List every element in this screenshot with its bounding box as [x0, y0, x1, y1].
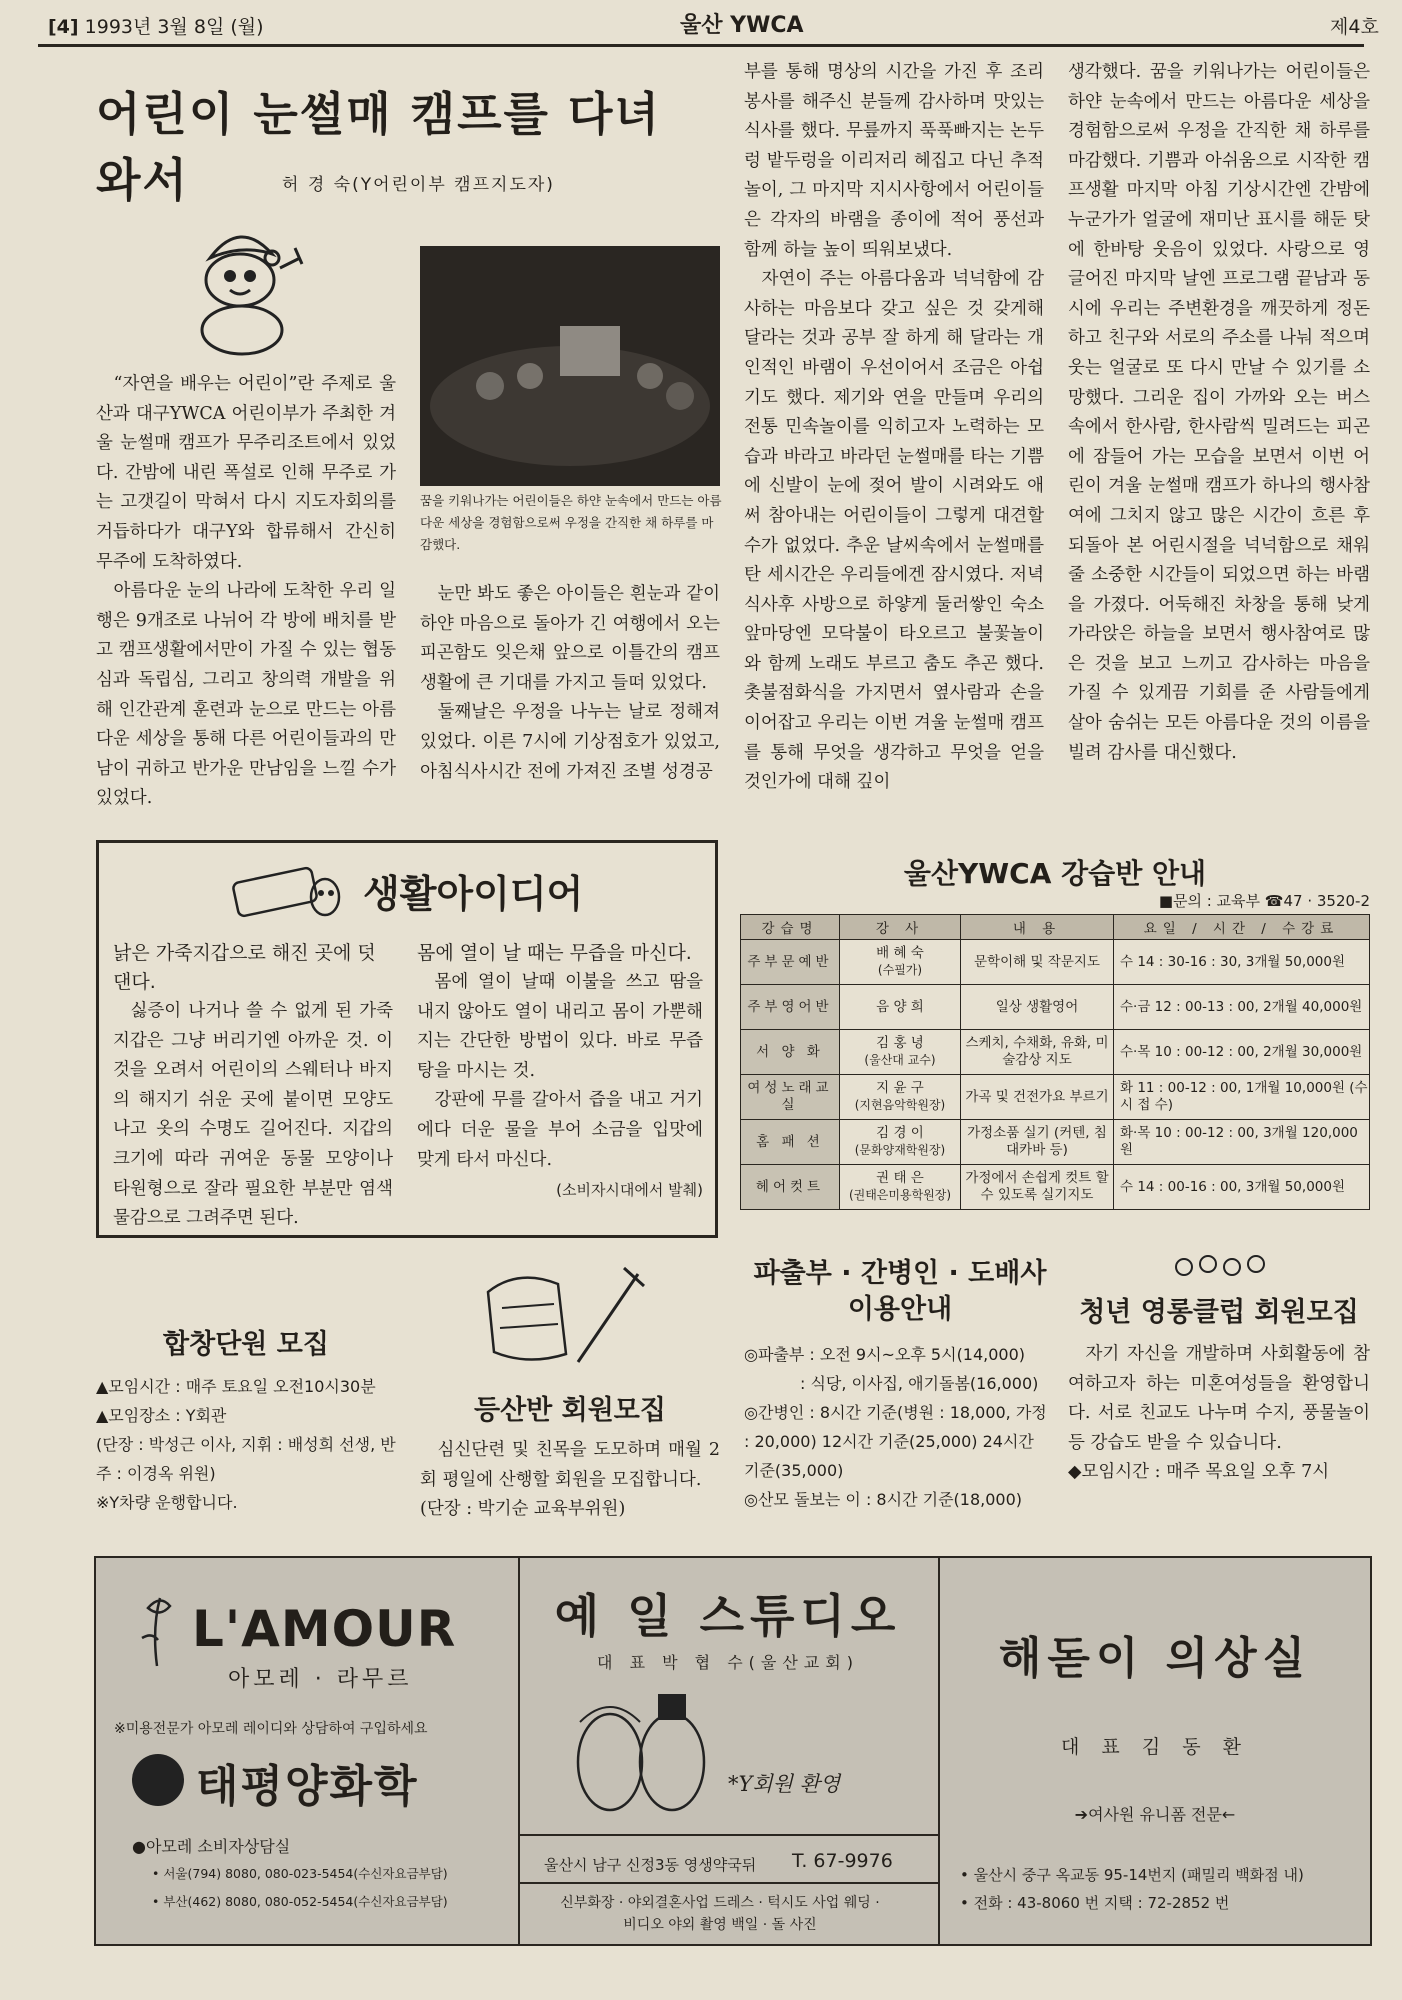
- col-header-teacher: 강 사: [840, 915, 961, 940]
- table-row: [741, 1165, 1370, 1210]
- hiking-leader: (단장 : 박기순 교육부위원): [420, 1499, 626, 1520]
- helpers-info: [744, 1340, 1050, 1514]
- course-teacher: 김 경 이 (문화양재학원장): [840, 1120, 961, 1165]
- haedoni-specialty: ➔여사원 유니폼 전문←: [1074, 1805, 1236, 1824]
- haedoni-name: 해돋이 의상실: [998, 1633, 1312, 1684]
- life-idea-left: [113, 939, 393, 1234]
- lamour-center: ●아모레 소비자상담실: [132, 1837, 291, 1856]
- life-idea-box: [96, 840, 718, 1238]
- article-column-2: [420, 580, 720, 787]
- studio-services: 신부화장 · 야외결혼사업 드레스 · 턱시도 사업 웨딩 · 비디오 야외 촬영 백일 · 돌 사진: [560, 1895, 880, 1933]
- lamour-company: 태평양화학: [196, 1761, 419, 1812]
- course-schedule: 수 14 : 00-16 : 00, 3개월 50,000원: [1114, 1165, 1370, 1210]
- hiking-body: 심신단련 및 친목을 도모하며 매월 2회 평일에 산행할 회원을 모집합니다.: [420, 1440, 720, 1490]
- table-row: [741, 985, 1370, 1030]
- course-name: 서 양 화: [741, 1030, 840, 1075]
- article-paragraph: 자연이 주는 아름다움과 넉넉함에 감사하는 마음보다 갖고 싶은 것 갖게해 달라는 것과 공부 잘 하게 해 달라는 개인적인 바램이 우선이어서 조금은 아쉽기도 했다. 제기와 연을 만들며 우리의 전통 민속놀이를 익히고자 노력하는 모습과 바라고 바라던 눈썰매를 타는 기쁨에 신발이 눈에 젖어 발이 시려와도 애써 참아내는 어린이들이 그렇게 대견할 수가 없었다. 추운 날씨속에서 눈썰매를 탄 세시간은 우리들에겐 잠시였다. 저녁식사후 사방으로 하얗게 둘러쌓인 숙소 앞마당엔 모닥불이 타오르고 불꽃놀이와 함께 노래도 부르고 춤도 추곤 했다. 촛불점화식을 가지면서 옆사람과 손을 이어잡고 우리는 이번 겨울 눈썰매 캠프를 통해 무엇을 생각하고 무엇을 얻을 것인가에 대해 깊이: [744, 269, 1044, 793]
- article-paragraph: 눈만 봐도 좋은 아이들은 흰눈과 같이 하얀 마음으로 돌아가 긴 여행에서 오는 피곤함도 잊은채 앞으로 이틀간의 캠프생활에 큰 기대를 가지고 들떠 있었다.: [420, 584, 720, 693]
- studio-welcome: *Y회원 환영: [728, 1772, 841, 1796]
- course-teacher: 음 양 희: [840, 985, 961, 1030]
- wallet-illustration: [229, 857, 349, 921]
- article-column-3: [744, 58, 1044, 798]
- flower-illustration: [1170, 1252, 1270, 1282]
- snowman-illustration: [180, 218, 310, 358]
- helper-item: ◎간병인 : 8시간 기준(병원 : 18,000, 가정 : 20,000) 12시간 기준(25,000) 24시간 기준(35,000): [744, 1403, 1047, 1480]
- table-row: [741, 1075, 1370, 1120]
- life-idea-right: [417, 939, 703, 1200]
- header-rule: [38, 44, 1364, 47]
- life-idea-title: 생활아이디어: [363, 872, 584, 916]
- lamour-brand: L'AMOUR: [192, 1600, 457, 1658]
- course-content: 가정소품 실기 (커텐, 침대카바 등): [961, 1120, 1114, 1165]
- choir-staff: (단장 : 박성근 이사, 지휘 : 배성희 선생, 반주 : 이경옥 위원): [96, 1435, 396, 1483]
- advertisement-band: [94, 1556, 1372, 1946]
- article-title: 어린이 눈썰매 캠프를 다녀와서: [96, 87, 661, 207]
- camp-photo: [420, 246, 720, 486]
- youth-club-info: [1068, 1340, 1370, 1488]
- col-header-name: 강습명: [741, 915, 840, 940]
- hiking-title: 등산반 회원모집: [474, 1395, 666, 1426]
- choir-place: ▲모임장소 : Y회관: [96, 1406, 227, 1425]
- ad-haedoni: [940, 1558, 1370, 1944]
- lamour-note: ※미용전문가 아모레 레이디와 상담하여 구입하세요: [114, 1721, 428, 1737]
- helper-item: : 식당, 이사집, 애기돌봄(16,000): [800, 1374, 1039, 1393]
- tip-body: 싫증이 나거나 쓸 수 없게 된 가죽지갑은 그냥 버리기엔 아까운 것. 이것을 오려서 어린이의 스웨터나 바지의 해지기 쉬운 곳에 붙이면 모양도 나고 옷의 수명도 길어진다. 지갑의 크기에 따라 귀여운 동물 모양이나 타원형으로 잘라 필요한 부분만 염색 물감으로 그려주면 된다.: [113, 1001, 393, 1229]
- penguin-couple-illustration: [560, 1682, 720, 1822]
- choir-time: ▲모임시간 : 매주 토요일 오전10시30분: [96, 1377, 376, 1396]
- youth-club-meeting: ◆모임시간 : 매주 목요일 오후 7시: [1068, 1462, 1330, 1483]
- article-paragraph: 둘째날은 우정을 나누는 날로 정해져 있었다. 이른 7시에 기상점호가 있었고, 아침식사시간 전에 가져진 조별 성경공: [420, 702, 720, 782]
- helpers-title: 파출부 · 간병인 · 도배사 이용안내: [753, 1258, 1047, 1325]
- choir-info: [96, 1372, 406, 1517]
- course-name: 주부영어반: [741, 985, 840, 1030]
- course-teacher: 권 태 은 (권태은미용학원장): [840, 1165, 961, 1210]
- col-header-content: 내 용: [961, 915, 1114, 940]
- lamour-busan: • 부산(462) 8080, 080-052-5454(수신자요금부담): [152, 1894, 448, 1909]
- studio-owner: 대 표 박 협 수(울산교회): [597, 1653, 859, 1672]
- studio-name: 예 일 스튜디오: [554, 1589, 902, 1643]
- masthead: 울산 YWCA: [680, 13, 804, 38]
- youth-club-body: 자기 자신을 개발하며 사회활동에 참여하고자 하는 미혼여성들을 환영합니다. 서로 친교도 나누며 수지, 풍물놀이 등 강습도 받을 수 있습니다.: [1068, 1344, 1370, 1453]
- table-row: [741, 1120, 1370, 1165]
- page-header: [0, 0, 1402, 44]
- course-teacher: 배 혜 숙 (수필가): [840, 940, 961, 985]
- course-table: [740, 914, 1370, 1210]
- tip-body: 강판에 무를 갈아서 즙을 내고 거기에다 더운 물을 부어 소금을 입맛에 맞게 타서 마신다.: [417, 1090, 703, 1170]
- article-column-1: [96, 370, 396, 814]
- rose-icon: [132, 1588, 182, 1668]
- tip-heading: 낡은 가죽지갑으로 해진 곳에 덧댄다.: [113, 942, 376, 993]
- course-name: 여성노래교실: [741, 1075, 840, 1120]
- hiking-illustration: [478, 1262, 648, 1372]
- ad-lamour: [96, 1558, 520, 1944]
- col-header-schedule: 요일 / 시간 / 수강료: [1114, 915, 1370, 940]
- studio-divider: [520, 1834, 940, 1836]
- course-schedule: 수·목 10 : 00-12 : 00, 2개월 30,000원: [1114, 1030, 1370, 1075]
- course-guide-title: 울산YWCA 강습반 안내: [903, 857, 1207, 890]
- hiking-info: [420, 1436, 720, 1525]
- issue-number: 제4호: [1330, 16, 1379, 38]
- choir-bus: ※Y차량 운행합니다.: [96, 1493, 238, 1512]
- course-teacher: 김 홍 녕 (울산대 교수): [840, 1030, 961, 1075]
- course-content: 스케치, 수채화, 유화, 미술감상 지도: [961, 1030, 1114, 1075]
- studio-phone: T. 67-9976: [792, 1850, 893, 1872]
- ad-yeil-studio: [520, 1558, 940, 1944]
- helper-item: ◎산모 돌보는 이 : 8시간 기준(18,000): [744, 1490, 1022, 1509]
- course-name: 헤어컷트: [741, 1165, 840, 1210]
- course-name: 홈 패 션: [741, 1120, 840, 1165]
- lamour-seoul: • 서울(794) 8080, 080-023-5454(수신자요금부담): [152, 1866, 448, 1881]
- studio-address: 울산시 남구 신정3동 영생약국뒤: [544, 1856, 757, 1874]
- article-paragraph: “자연을 배우는 어린이”란 주제로 울산과 대구YWCA 어린이부가 주최한 겨울 눈썰매 캠프가 무주리조트에서 있었다. 간밤에 내린 폭설로 인해 무주로 가는 고갯길이 막혀서 다시 지도자회의를 거듭하다가 대구Y와 합류해서 간신히 무주에 도착하였다.: [96, 374, 396, 572]
- course-schedule: 수·금 12 : 00-13 : 00, 2개월 40,000원: [1114, 985, 1370, 1030]
- tip-body: 몸에 열이 날때 이불을 쓰고 땀을 내지 않아도 열이 내리고 몸이 가뿐해지는 간단한 방법이 있다. 바로 무즙탕을 마시는 것.: [417, 972, 703, 1081]
- course-content: 일상 생활영어: [961, 985, 1114, 1030]
- article-paragraph: 생각했다. 꿈을 키워나가는 어린이들은 하얀 눈속에서 만드는 아름다운 세상을 경험함으로써 우정을 간직한 채 하루를 마감했다. 기쁨과 아쉬움으로 시작한 캠프생활 마지막 아침 기상시간엔 간밤에 누군가가 얼굴에 재미난 표시를 해둔 탓에 한바탕 웃음이 있었다. 사랑으로 영글어진 마지막 날엔 프로그램 끝남과 동시에 우리는 주변환경을 깨끗하게 정돈하고 친구와 서로의 주소를 나눠 적으며 웃는 얼굴로 또 다시 만날 수 있기를 소망했다. 그리운 집이 가까와 오는 버스속에서 한사람, 한사람씩 밀려드는 피곤에 잠들어 가는 모습을 보면서 이번 어린이 겨울 눈썰매 캠프가 하나의 행사참여에 그치지 않고 많은 시간이 흐른 후 되돌아 본 어린시절을 넉넉함으로 채워 줄 소중한 시간들이 되었으면 하는 바램을 가졌다. 어둑해진 차창을 통해 낮게 가라앉은 하늘을 보면서 행사참여로 많은 것을 보고 느끼고 감사하는 마음을 가질 수 있게끔 기회를 준 사람들에게 살아 숨쉬는 모든 아름다운 것의 이름을 빌려 감사를 대신했다.: [1068, 62, 1370, 763]
- course-content: 문학이해 및 작문지도: [961, 940, 1114, 985]
- course-teacher: 지 윤 구 (지현음악학원장): [840, 1075, 961, 1120]
- course-content: 가정에서 손쉽게 컷트 할 수 있도록 실기지도: [961, 1165, 1114, 1210]
- lamour-subtitle: 아모레 · 라무르: [228, 1667, 413, 1692]
- haedoni-address: • 울산시 중구 옥교동 95-14번지 (패밀리 백화점 내): [960, 1866, 1304, 1884]
- tip-heading: 몸에 열이 날 때는 무즙을 마신다.: [417, 942, 692, 964]
- course-schedule: 화·목 10 : 00-12 : 00, 3개월 120,000원: [1114, 1120, 1370, 1165]
- course-contact: ■문의 : 교육부 ☎47 · 3520-2: [1158, 892, 1370, 910]
- course-schedule: 화 11 : 00-12 : 00, 1개월 10,000원 (수 시 접 수): [1114, 1075, 1370, 1120]
- tip-source: (소비자시대에서 발췌): [556, 1181, 703, 1200]
- studio-divider: [520, 1882, 940, 1884]
- article-paragraph: 아름다운 눈의 나라에 도착한 우리 일행은 9개조로 나뉘어 각 방에 배치를 받고 캠프생활에서만이 가질 수 있는 협동심과 독립심, 그리고 창의력 개발을 위해 인간관계 훈련과 눈으로 만드는 아름다운 세상을 통해 다른 어린이들과의 만남이 귀하고 반가운 만남임을 느낄 수가 있었다.: [96, 581, 396, 809]
- course-content: 가곡 및 건전가요 부르기: [961, 1075, 1114, 1120]
- table-row: [741, 1030, 1370, 1075]
- table-row: [741, 940, 1370, 985]
- haedoni-owner: 대 표 김 동 환: [1061, 1736, 1249, 1758]
- youth-club-title: 청년 영롱클럽 회원모집: [1079, 1297, 1359, 1328]
- photo-caption: 꿈을 키워나가는 어린이들은 하얀 눈속에서 만드는 아름다운 세상을 경험함으로써 우정을 간직한 채 하루를 마감했다.: [420, 493, 722, 552]
- article-byline: 허 경 숙(Y어린이부 캠프지도자): [282, 175, 555, 195]
- taepyeongyang-logo-icon: [132, 1754, 184, 1806]
- course-schedule: 수 14 : 30-16 : 30, 3개월 50,000원: [1114, 940, 1370, 985]
- page-date: [4] 1993년 3월 8일 (월): [48, 16, 264, 38]
- article-column-4: [1068, 58, 1370, 768]
- haedoni-phone: • 전화 : 43-8060 번 지택 : 72-2852 번: [960, 1894, 1230, 1912]
- course-name: 주부문예반: [741, 940, 840, 985]
- article-paragraph: 부를 통해 명상의 시간을 가진 후 조리봉사를 해주신 분들께 감사하며 맛있는 식사를 했다. 무릎까지 푹푹빠지는 논두렁 밭두렁을 이리저리 헤집고 다닌 추적놀이, 그 마지막 지시사항에서 어린이들은 각자의 바램을 종이에 적어 풍선과 함께 하늘 높이 띄워보냈다.: [744, 62, 1044, 260]
- choir-title: 합창단원 모집: [163, 1329, 329, 1360]
- helper-item: ◎파출부 : 오전 9시~오후 5시(14,000): [744, 1345, 1026, 1364]
